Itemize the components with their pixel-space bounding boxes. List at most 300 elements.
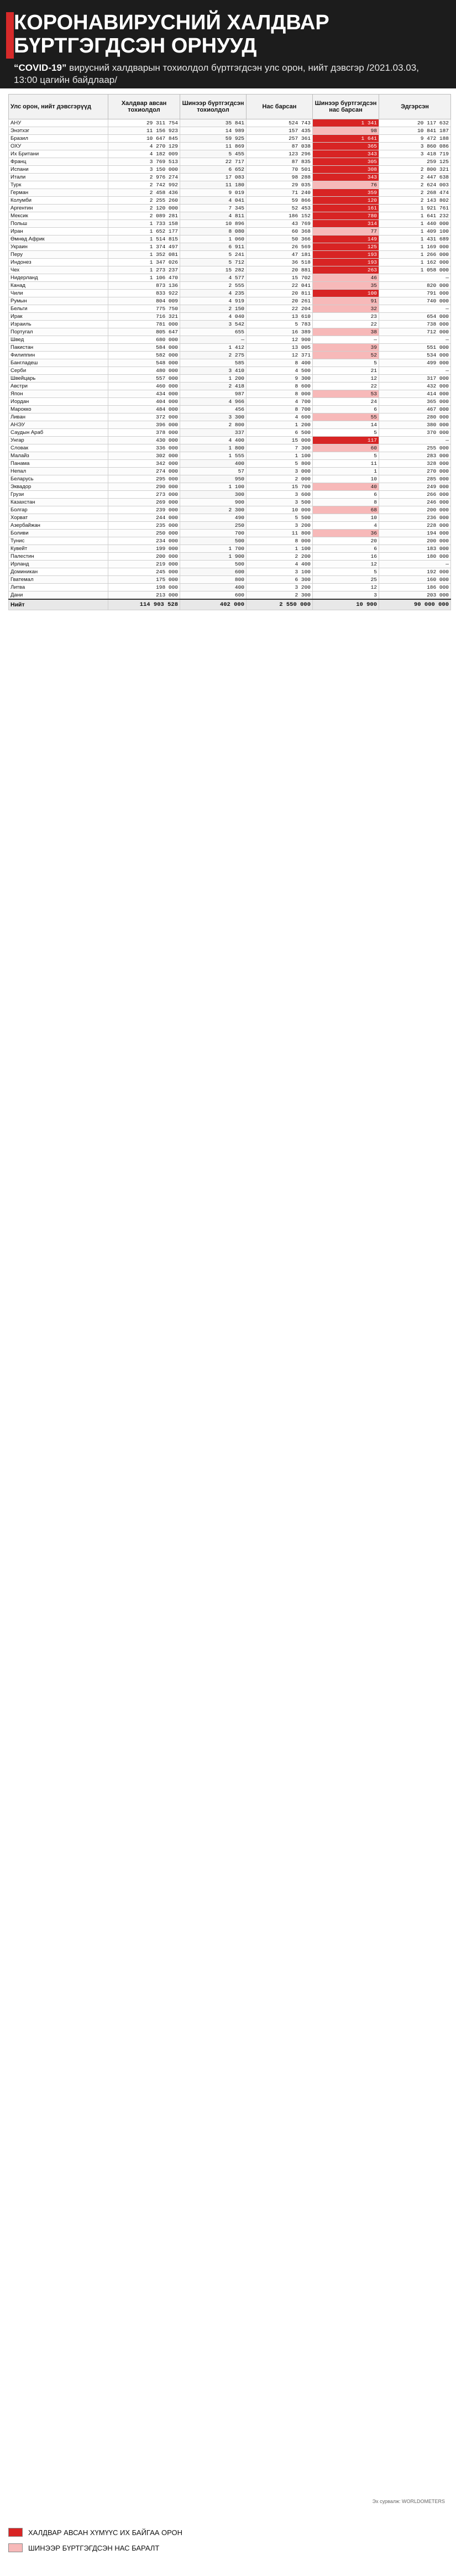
col-header: Халдвар авсан тохиолдол — [108, 95, 180, 119]
value-cell: 20 881 — [247, 266, 313, 274]
total-cell: 114 903 528 — [108, 599, 180, 610]
legend-label-red: ХАЛДВАР АВСАН ХҮМҮҮС ИХ БАЙГАА ОРОН — [28, 2528, 183, 2537]
country-cell: Панама — [9, 460, 108, 468]
value-cell: 55 — [313, 413, 379, 421]
value-cell: 10 000 — [247, 506, 313, 514]
value-cell: 4 919 — [180, 297, 247, 305]
table-row — [9, 413, 451, 421]
value-cell: 3 500 — [247, 499, 313, 506]
table-row — [9, 576, 451, 584]
value-cell: 1 900 — [180, 553, 247, 561]
value-cell: 59 866 — [247, 197, 313, 205]
value-cell: 5 241 — [180, 251, 247, 259]
value-cell: — — [379, 561, 451, 568]
value-cell: 467 000 — [379, 406, 451, 413]
value-cell: 1 555 — [180, 452, 247, 460]
value-cell: 203 000 — [379, 591, 451, 600]
value-cell: 98 — [313, 127, 379, 135]
value-cell: 39 — [313, 344, 379, 352]
table-row — [9, 259, 451, 266]
value-cell: 2 150 — [180, 305, 247, 313]
country-cell: Украин — [9, 243, 108, 251]
value-cell: 9 300 — [247, 375, 313, 383]
value-cell: 3 300 — [180, 413, 247, 421]
value-cell: 343 — [313, 150, 379, 158]
value-cell: 775 750 — [108, 305, 180, 313]
value-cell: — — [379, 274, 451, 282]
value-cell: 404 000 — [108, 398, 180, 406]
value-cell: 192 000 — [379, 568, 451, 576]
country-cell: Доминикан — [9, 568, 108, 576]
value-cell: 8 000 — [247, 537, 313, 545]
value-cell: 328 000 — [379, 460, 451, 468]
total-cell: 2 550 000 — [247, 599, 313, 610]
country-cell: Унгар — [9, 437, 108, 444]
table-row — [9, 375, 451, 383]
value-cell: 2 120 000 — [108, 205, 180, 212]
header — [0, 0, 456, 88]
value-cell: 738 000 — [379, 321, 451, 328]
value-cell: 557 000 — [108, 375, 180, 383]
country-cell: Дани — [9, 591, 108, 600]
value-cell: 6 911 — [180, 243, 247, 251]
value-cell: 53 — [313, 390, 379, 398]
legend-item-pink — [8, 2542, 450, 2554]
value-cell: 499 000 — [379, 359, 451, 367]
table-row — [9, 514, 451, 522]
value-cell: 6 500 — [247, 429, 313, 437]
value-cell: 1 106 470 — [108, 274, 180, 282]
table-row — [9, 274, 451, 282]
value-cell: 2 089 281 — [108, 212, 180, 220]
table-row — [9, 297, 451, 305]
value-cell: 1 352 081 — [108, 251, 180, 259]
source-note: Эх сурвалж: WORLDOMETERS — [372, 2499, 445, 2504]
value-cell: 378 000 — [108, 429, 180, 437]
value-cell: 3 100 — [247, 568, 313, 576]
table-row — [9, 135, 451, 143]
value-cell: 9 019 — [180, 189, 247, 197]
table-row — [9, 584, 451, 591]
total-cell: 10 900 — [313, 599, 379, 610]
value-cell: 484 000 — [108, 406, 180, 413]
value-cell: 17 083 — [180, 174, 247, 181]
value-cell: 20 117 632 — [379, 119, 451, 127]
value-cell: 1 409 100 — [379, 228, 451, 235]
country-cell: Колумби — [9, 197, 108, 205]
value-cell: 100 — [313, 290, 379, 297]
value-cell: 780 — [313, 212, 379, 220]
table-row — [9, 143, 451, 150]
value-cell: 228 000 — [379, 522, 451, 530]
table-row — [9, 468, 451, 475]
country-cell: Бангладеш — [9, 359, 108, 367]
value-cell: 4 700 — [247, 398, 313, 406]
value-cell: 47 181 — [247, 251, 313, 259]
table-row — [9, 460, 451, 468]
value-cell: 274 000 — [108, 468, 180, 475]
value-cell: 1 440 000 — [379, 220, 451, 228]
table-row — [9, 506, 451, 514]
value-cell: 4 600 — [247, 413, 313, 421]
value-cell: 365 000 — [379, 398, 451, 406]
value-cell: 4 400 — [180, 437, 247, 444]
value-cell: 87 038 — [247, 143, 313, 150]
country-cell: Индонез — [9, 259, 108, 266]
value-cell: 250 — [180, 522, 247, 530]
value-cell: 283 000 — [379, 452, 451, 460]
value-cell: 1 431 689 — [379, 235, 451, 243]
value-cell: 3 542 — [180, 321, 247, 328]
value-cell: 38 — [313, 328, 379, 336]
value-cell: 1 200 — [180, 375, 247, 383]
value-cell: 3 410 — [180, 367, 247, 375]
accent-bar — [6, 12, 14, 59]
value-cell: 950 — [180, 475, 247, 483]
value-cell: 430 000 — [108, 437, 180, 444]
value-cell: 6 652 — [180, 166, 247, 174]
value-cell: 314 — [313, 220, 379, 228]
value-cell: 8 600 — [247, 383, 313, 390]
value-cell: 40 — [313, 483, 379, 491]
value-cell: 22 717 — [180, 158, 247, 166]
table-row — [9, 483, 451, 491]
value-cell: 8 000 — [247, 390, 313, 398]
value-cell: 71 240 — [247, 189, 313, 197]
value-cell: 125 — [313, 243, 379, 251]
total-cell: 90 000 000 — [379, 599, 451, 610]
value-cell: 266 000 — [379, 491, 451, 499]
value-cell: 23 — [313, 313, 379, 321]
value-cell: 21 — [313, 367, 379, 375]
value-cell: 22 204 — [247, 305, 313, 313]
country-cell: Канад — [9, 282, 108, 290]
value-cell: 12 900 — [247, 336, 313, 344]
value-cell: 2 418 — [180, 383, 247, 390]
value-cell: 290 000 — [108, 483, 180, 491]
table-row — [9, 321, 451, 328]
country-cell: Турк — [9, 181, 108, 189]
country-cell: Бразил — [9, 135, 108, 143]
value-cell: 365 — [313, 143, 379, 150]
table-row — [9, 127, 451, 135]
value-cell: 20 261 — [247, 297, 313, 305]
value-cell: 249 000 — [379, 483, 451, 491]
value-cell: 655 — [180, 328, 247, 336]
value-cell: 52 — [313, 352, 379, 359]
value-cell: 161 — [313, 205, 379, 212]
value-cell: 285 000 — [379, 475, 451, 483]
value-cell: 10 647 845 — [108, 135, 180, 143]
value-cell: 5 783 — [247, 321, 313, 328]
table-row — [9, 367, 451, 375]
value-cell: 26 569 — [247, 243, 313, 251]
value-cell: 273 000 — [108, 491, 180, 499]
table-row — [9, 437, 451, 444]
value-cell: 804 009 — [108, 297, 180, 305]
value-cell: 8 400 — [247, 359, 313, 367]
table-row — [9, 205, 451, 212]
subtitle-highlight: “COVID-19” — [14, 62, 67, 73]
value-cell: 29 035 — [247, 181, 313, 189]
country-cell: Казахстан — [9, 499, 108, 506]
country-cell: Эквадор — [9, 483, 108, 491]
value-cell: 16 — [313, 553, 379, 561]
value-cell: 5 — [313, 359, 379, 367]
value-cell: 11 180 — [180, 181, 247, 189]
country-cell: Чили — [9, 290, 108, 297]
value-cell: 149 — [313, 235, 379, 243]
value-cell: 305 — [313, 158, 379, 166]
value-cell: 781 000 — [108, 321, 180, 328]
value-cell: 1 266 000 — [379, 251, 451, 259]
value-cell: 193 — [313, 259, 379, 266]
value-cell: 22 — [313, 321, 379, 328]
page-title — [14, 11, 445, 57]
country-cell: Итали — [9, 174, 108, 181]
value-cell: 60 368 — [247, 228, 313, 235]
value-cell: 5 455 — [180, 150, 247, 158]
value-cell: 1 100 — [247, 545, 313, 553]
value-cell: 820 000 — [379, 282, 451, 290]
table-row — [9, 166, 451, 174]
value-cell: 10 — [313, 475, 379, 483]
value-cell: 87 835 — [247, 158, 313, 166]
value-cell: 1 273 237 — [108, 266, 180, 274]
value-cell: 534 000 — [379, 352, 451, 359]
country-cell: Болгар — [9, 506, 108, 514]
country-cell: Литва — [9, 584, 108, 591]
country-cell: Беларусь — [9, 475, 108, 483]
country-cell: Тунис — [9, 537, 108, 545]
value-cell: 20 — [313, 537, 379, 545]
value-cell: 2 458 436 — [108, 189, 180, 197]
value-cell: 257 361 — [247, 135, 313, 143]
table-row — [9, 181, 451, 189]
covid-table — [8, 94, 450, 610]
value-cell: 791 000 — [379, 290, 451, 297]
value-cell: 35 — [313, 282, 379, 290]
value-cell: 10 — [313, 514, 379, 522]
value-cell: — — [379, 305, 451, 313]
value-cell: 3 200 — [247, 522, 313, 530]
value-cell: 1 058 000 — [379, 266, 451, 274]
table-row — [9, 336, 451, 344]
country-cell: Швейцарь — [9, 375, 108, 383]
country-cell: Аргентин — [9, 205, 108, 212]
title-line-2: БҮРТГЭГДСЭН ОРНУУД — [14, 34, 257, 57]
country-cell: Непал — [9, 468, 108, 475]
value-cell: 3 200 — [247, 584, 313, 591]
value-cell: 7 345 — [180, 205, 247, 212]
country-cell: Мексик — [9, 212, 108, 220]
value-cell: 11 — [313, 460, 379, 468]
value-cell: 1 921 761 — [379, 205, 451, 212]
subtitle — [14, 62, 445, 86]
value-cell: 246 000 — [379, 499, 451, 506]
value-cell: 57 — [180, 468, 247, 475]
table-row — [9, 398, 451, 406]
country-cell: Ливан — [9, 413, 108, 421]
country-cell: Румын — [9, 297, 108, 305]
legend-swatch-red — [8, 2528, 23, 2537]
table-row — [9, 212, 451, 220]
value-cell: 5 500 — [247, 514, 313, 522]
value-cell: 24 — [313, 398, 379, 406]
value-cell: 91 — [313, 297, 379, 305]
col-header: Эдгэрсэн — [379, 95, 451, 119]
table-row — [9, 235, 451, 243]
country-cell: Нидерланд — [9, 274, 108, 282]
table-row — [9, 561, 451, 568]
value-cell: 585 — [180, 359, 247, 367]
legend-swatch-pink — [8, 2543, 23, 2552]
table-row — [9, 475, 451, 483]
value-cell: 2 800 — [180, 421, 247, 429]
value-cell: 10 896 — [180, 220, 247, 228]
value-cell: 1 733 158 — [108, 220, 180, 228]
table-row — [9, 228, 451, 235]
value-cell: 342 000 — [108, 460, 180, 468]
value-cell: 337 — [180, 429, 247, 437]
legend-item-red — [8, 2526, 450, 2538]
table-row — [9, 383, 451, 390]
total-cell: Нийт — [9, 599, 108, 610]
country-cell: Их Британи — [9, 150, 108, 158]
country-cell: Словак — [9, 444, 108, 452]
value-cell: 198 000 — [108, 584, 180, 591]
value-cell: 740 000 — [379, 297, 451, 305]
country-cell: Португал — [9, 328, 108, 336]
value-cell: 524 743 — [247, 119, 313, 127]
value-cell: 76 — [313, 181, 379, 189]
value-cell: 1 200 — [247, 421, 313, 429]
value-cell: 10 841 187 — [379, 127, 451, 135]
value-cell: 11 869 — [180, 143, 247, 150]
value-cell: 2 624 003 — [379, 181, 451, 189]
table-row — [9, 266, 451, 274]
country-cell: Боливи — [9, 530, 108, 537]
table-row — [9, 452, 451, 460]
value-cell: 263 — [313, 266, 379, 274]
table-row — [9, 282, 451, 290]
value-cell: 8 — [313, 499, 379, 506]
data-table — [8, 94, 451, 610]
value-cell: 36 — [313, 530, 379, 537]
value-cell: 2 268 474 — [379, 189, 451, 197]
table-row — [9, 390, 451, 398]
value-cell: 680 000 — [108, 336, 180, 344]
value-cell: 4 966 — [180, 398, 247, 406]
value-cell: 343 — [313, 174, 379, 181]
value-cell: 5 — [313, 429, 379, 437]
value-cell: 1 700 — [180, 545, 247, 553]
country-cell: Ирланд — [9, 561, 108, 568]
value-cell: 2 255 260 — [108, 197, 180, 205]
value-cell: 1 800 — [180, 444, 247, 452]
value-cell: 68 — [313, 506, 379, 514]
value-cell: 15 282 — [180, 266, 247, 274]
value-cell: — — [379, 367, 451, 375]
value-cell: 359 — [313, 189, 379, 197]
value-cell: 1 652 177 — [108, 228, 180, 235]
table-row — [9, 553, 451, 561]
table-row — [9, 305, 451, 313]
value-cell: 716 321 — [108, 313, 180, 321]
value-cell: 8 080 — [180, 228, 247, 235]
value-cell: 3 418 719 — [379, 150, 451, 158]
country-cell: Саудын Араб — [9, 429, 108, 437]
col-header: Нас барсан — [247, 95, 313, 119]
value-cell: 16 389 — [247, 328, 313, 336]
country-cell: Испани — [9, 166, 108, 174]
value-cell: 36 518 — [247, 259, 313, 266]
country-cell: Бельги — [9, 305, 108, 313]
value-cell: 22 — [313, 383, 379, 390]
value-cell: 4 235 — [180, 290, 247, 297]
value-cell: 50 366 — [247, 235, 313, 243]
value-cell: 432 000 — [379, 383, 451, 390]
value-cell: 490 — [180, 514, 247, 522]
value-cell: 4 270 129 — [108, 143, 180, 150]
value-cell: 414 000 — [379, 390, 451, 398]
value-cell: 3 150 000 — [108, 166, 180, 174]
value-cell: 4 041 — [180, 197, 247, 205]
value-cell: 5 712 — [180, 259, 247, 266]
table-row — [9, 545, 451, 553]
col-header: Шинээр бүртгэгдсэн нас барсан — [313, 95, 379, 119]
value-cell: 20 811 — [247, 290, 313, 297]
value-cell: 7 300 — [247, 444, 313, 452]
value-cell: 434 000 — [108, 390, 180, 398]
value-cell: 500 — [180, 537, 247, 545]
country-cell: Австри — [9, 383, 108, 390]
value-cell: — — [180, 336, 247, 344]
value-cell: 193 — [313, 251, 379, 259]
value-cell: 400 — [180, 460, 247, 468]
value-cell: 2 742 992 — [108, 181, 180, 189]
table-row — [9, 421, 451, 429]
value-cell: 239 000 — [108, 506, 180, 514]
col-header: Шинээр бүртгэгдсэн тохиолдол — [180, 95, 247, 119]
value-cell: 1 341 — [313, 119, 379, 127]
country-cell: Чех — [9, 266, 108, 274]
country-cell: Иордан — [9, 398, 108, 406]
value-cell: 219 000 — [108, 561, 180, 568]
table-row — [9, 568, 451, 576]
value-cell: 1 412 — [180, 344, 247, 352]
value-cell: 548 000 — [108, 359, 180, 367]
table-row — [9, 243, 451, 251]
legend-label-pink: ШИНЭЭР БҮРТГЭГДСЭН НАС БАРАЛТ — [28, 2543, 160, 2552]
value-cell: 160 000 — [379, 576, 451, 584]
value-cell: 12 — [313, 375, 379, 383]
table-row — [9, 158, 451, 166]
value-cell: 280 000 — [379, 413, 451, 421]
table-row — [9, 537, 451, 545]
value-cell: 3 860 086 — [379, 143, 451, 150]
value-cell: 186 000 — [379, 584, 451, 591]
country-cell: Перу — [9, 251, 108, 259]
value-cell: — — [313, 336, 379, 344]
value-cell: 12 — [313, 561, 379, 568]
value-cell: 183 000 — [379, 545, 451, 553]
value-cell: 43 769 — [247, 220, 313, 228]
value-cell: 2 275 — [180, 352, 247, 359]
country-cell: Хорват — [9, 514, 108, 522]
table-row — [9, 328, 451, 336]
country-cell: Филиппин — [9, 352, 108, 359]
